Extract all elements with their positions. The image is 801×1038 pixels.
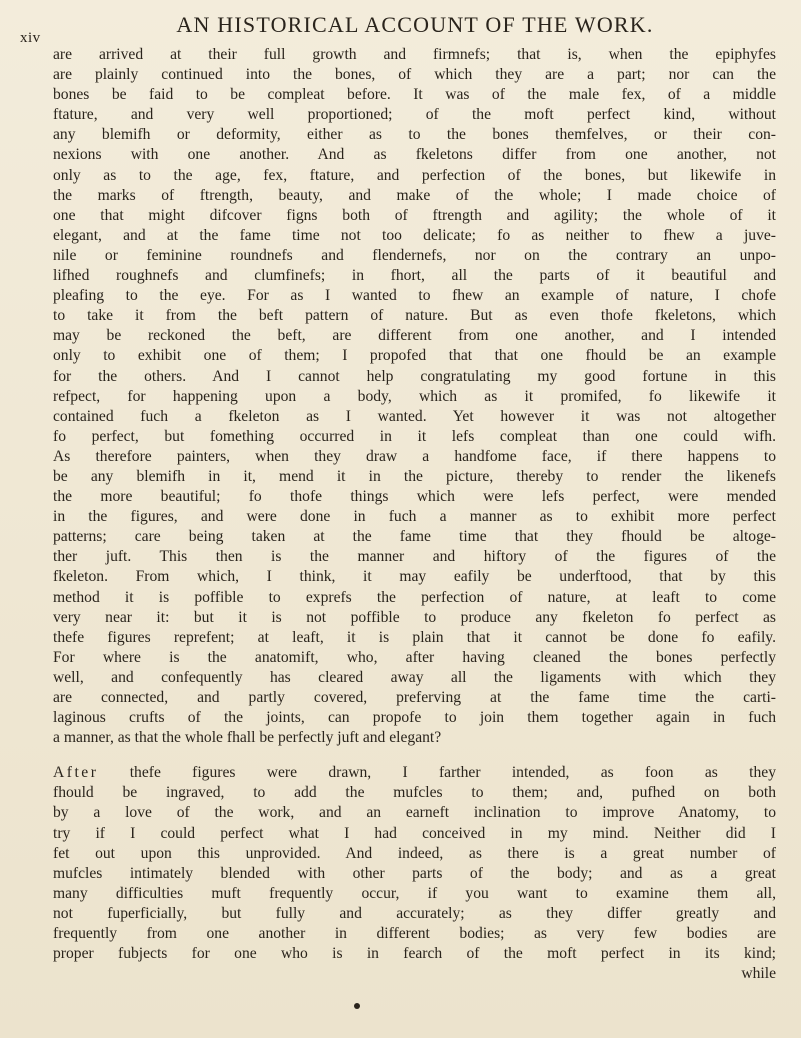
text-line: nexions with one another. And as fkeletons differ from one another, not xyxy=(53,146,776,164)
text-line: one that might difcover figns both of ftrength and agility; the whole of it xyxy=(53,206,776,224)
text-line: by a love of the work, and an earneft inclination to improve Anatomy, to xyxy=(53,804,776,822)
text-line: elegant, and at the fame time not too delicate; fo as neither to fhew a juve- xyxy=(53,226,776,244)
text-line: fo perfect, but fomething occurred in it lefs compleat than one could wifh. xyxy=(53,427,776,445)
text-line: ther juft. This then is the manner and hiftory of the figures of the xyxy=(53,548,776,566)
text-line: well, and confequently has cleared away all the ligaments with which they xyxy=(53,668,776,686)
text-line: for the others. And I cannot help congratulating my good fortune in this xyxy=(53,367,776,385)
catchword: while xyxy=(741,965,776,983)
text-line: a manner, as that the whole fhall be perfectly juft and elegant? xyxy=(53,729,442,747)
text-line: proper fubjects for one who is in fearch of the moft perfect in its kind; xyxy=(53,945,776,963)
text-line: are plainly continued into the bones, of which they are a part; nor can the xyxy=(53,66,776,84)
text-line: fhould be ingraved, to add the mufcles to them; and, pufhed on both xyxy=(53,784,776,802)
text-line: contained fuch a fkeleton as I wanted. Yet however it was not altogether xyxy=(53,407,776,425)
text-line xyxy=(53,763,776,783)
text-line: laginous crufts of the joints, can propofe to join them together again in fuch xyxy=(53,709,776,727)
text-line: nile or feminine roundnefs and flendernefs, nor on the contrary an unpo- xyxy=(53,246,776,264)
text-line: not fuperficially, but fully and accurately; as they differ greatly and xyxy=(53,904,776,922)
text-line: to take it from the beft pattern of nature. But as even thofe fkeletons, which xyxy=(53,307,776,325)
text-line: are arrived at their full growth and firmnefs; that is, when the epiphyfes xyxy=(53,46,776,63)
text-line: refpect, for happening upon a body, which as it promifed, fo likewife it xyxy=(53,387,776,405)
text-line: thefe figures reprefent; at leaft, it is plain that it cannot be done fo eafily. xyxy=(53,628,776,646)
text-line: be any blemifh in it, mend it in the picture, thereby to render the likenefs xyxy=(53,467,776,485)
paragraph-gap xyxy=(53,748,776,763)
text-line: As therefore painters, when they draw a handfome face, if there happens to xyxy=(53,447,776,465)
text-line: bones be faid to be compleat before. It was of the male fex, of a middle xyxy=(53,86,776,104)
text-line: ftature, and very well proportioned; of the moft perfect kind, without xyxy=(53,106,776,124)
text-line: For where is the anatomift, who, after having cleaned the bones perfectly xyxy=(53,648,776,666)
text-line: are connected, and partly covered, preferving at the fame time the carti- xyxy=(53,689,776,706)
text-line: patterns; care being taken at the fame time that they fhould be altoge- xyxy=(53,528,776,546)
ink-spot xyxy=(354,1003,360,1009)
text-line: only to exhibit one of them; I propofed that that one fhould be an example xyxy=(53,347,776,365)
page-number: xiv xyxy=(20,30,41,46)
text-line: method it is poffible to exprefs the perfection of nature, at leaft to come xyxy=(53,588,776,606)
running-head: AN HISTORICAL ACCOUNT OF THE WORK. xyxy=(176,12,654,37)
text-line: pleafing to the eye. For as I wanted to fhew an example of nature, I chofe xyxy=(53,287,776,305)
text-line: fkeleton. From which, I think, it may eafily be underftood, that by this xyxy=(53,568,776,586)
text-line: frequently from one another in different bodies; as very few bodies are xyxy=(53,925,776,943)
text-line: very near it: but it is not poffible to produce any fkeleton fo perfect as xyxy=(53,608,776,626)
text-line: fet out upon this unprovided. And indeed, as there is a great number of xyxy=(53,844,776,862)
text-line: any blemifh or deformity, either as to the bones themfelves, or their con- xyxy=(53,126,776,144)
text-line: the marks of ftrength, beauty, and make of the whole; I made choice of xyxy=(53,186,776,204)
text-line: lifhed roughnefs and clumfinefs; in fhort, all the parts of it beautiful and xyxy=(53,267,776,285)
text-line: many difficulties muft frequently occur, if you want to examine them all, xyxy=(53,884,776,902)
text-line: may be reckoned the beft, are different from one another, and I intended xyxy=(53,327,776,345)
paragraph-1 xyxy=(53,45,776,748)
text-line: the more beautiful; fo thofe things which were lefs perfect, were mended xyxy=(53,488,776,506)
paragraph-lead-word: After xyxy=(53,764,99,782)
text-line: in the figures, and were done in fuch a manner as to exhibit more perfect xyxy=(53,508,776,526)
body-text xyxy=(53,45,776,984)
paragraph-2 xyxy=(53,763,776,984)
text-line: mufcles intimately blended with other parts of the body; and as a great xyxy=(53,864,776,882)
text-run: thefe figures were drawn, I farther intended, as foon as they xyxy=(98,764,776,782)
text-line: try if I could perfect what I had conceived in my mind. Neither did I xyxy=(53,824,776,842)
text-line: only as to the age, fex, ftature, and perfection of the bones, but likewife in xyxy=(53,166,776,184)
